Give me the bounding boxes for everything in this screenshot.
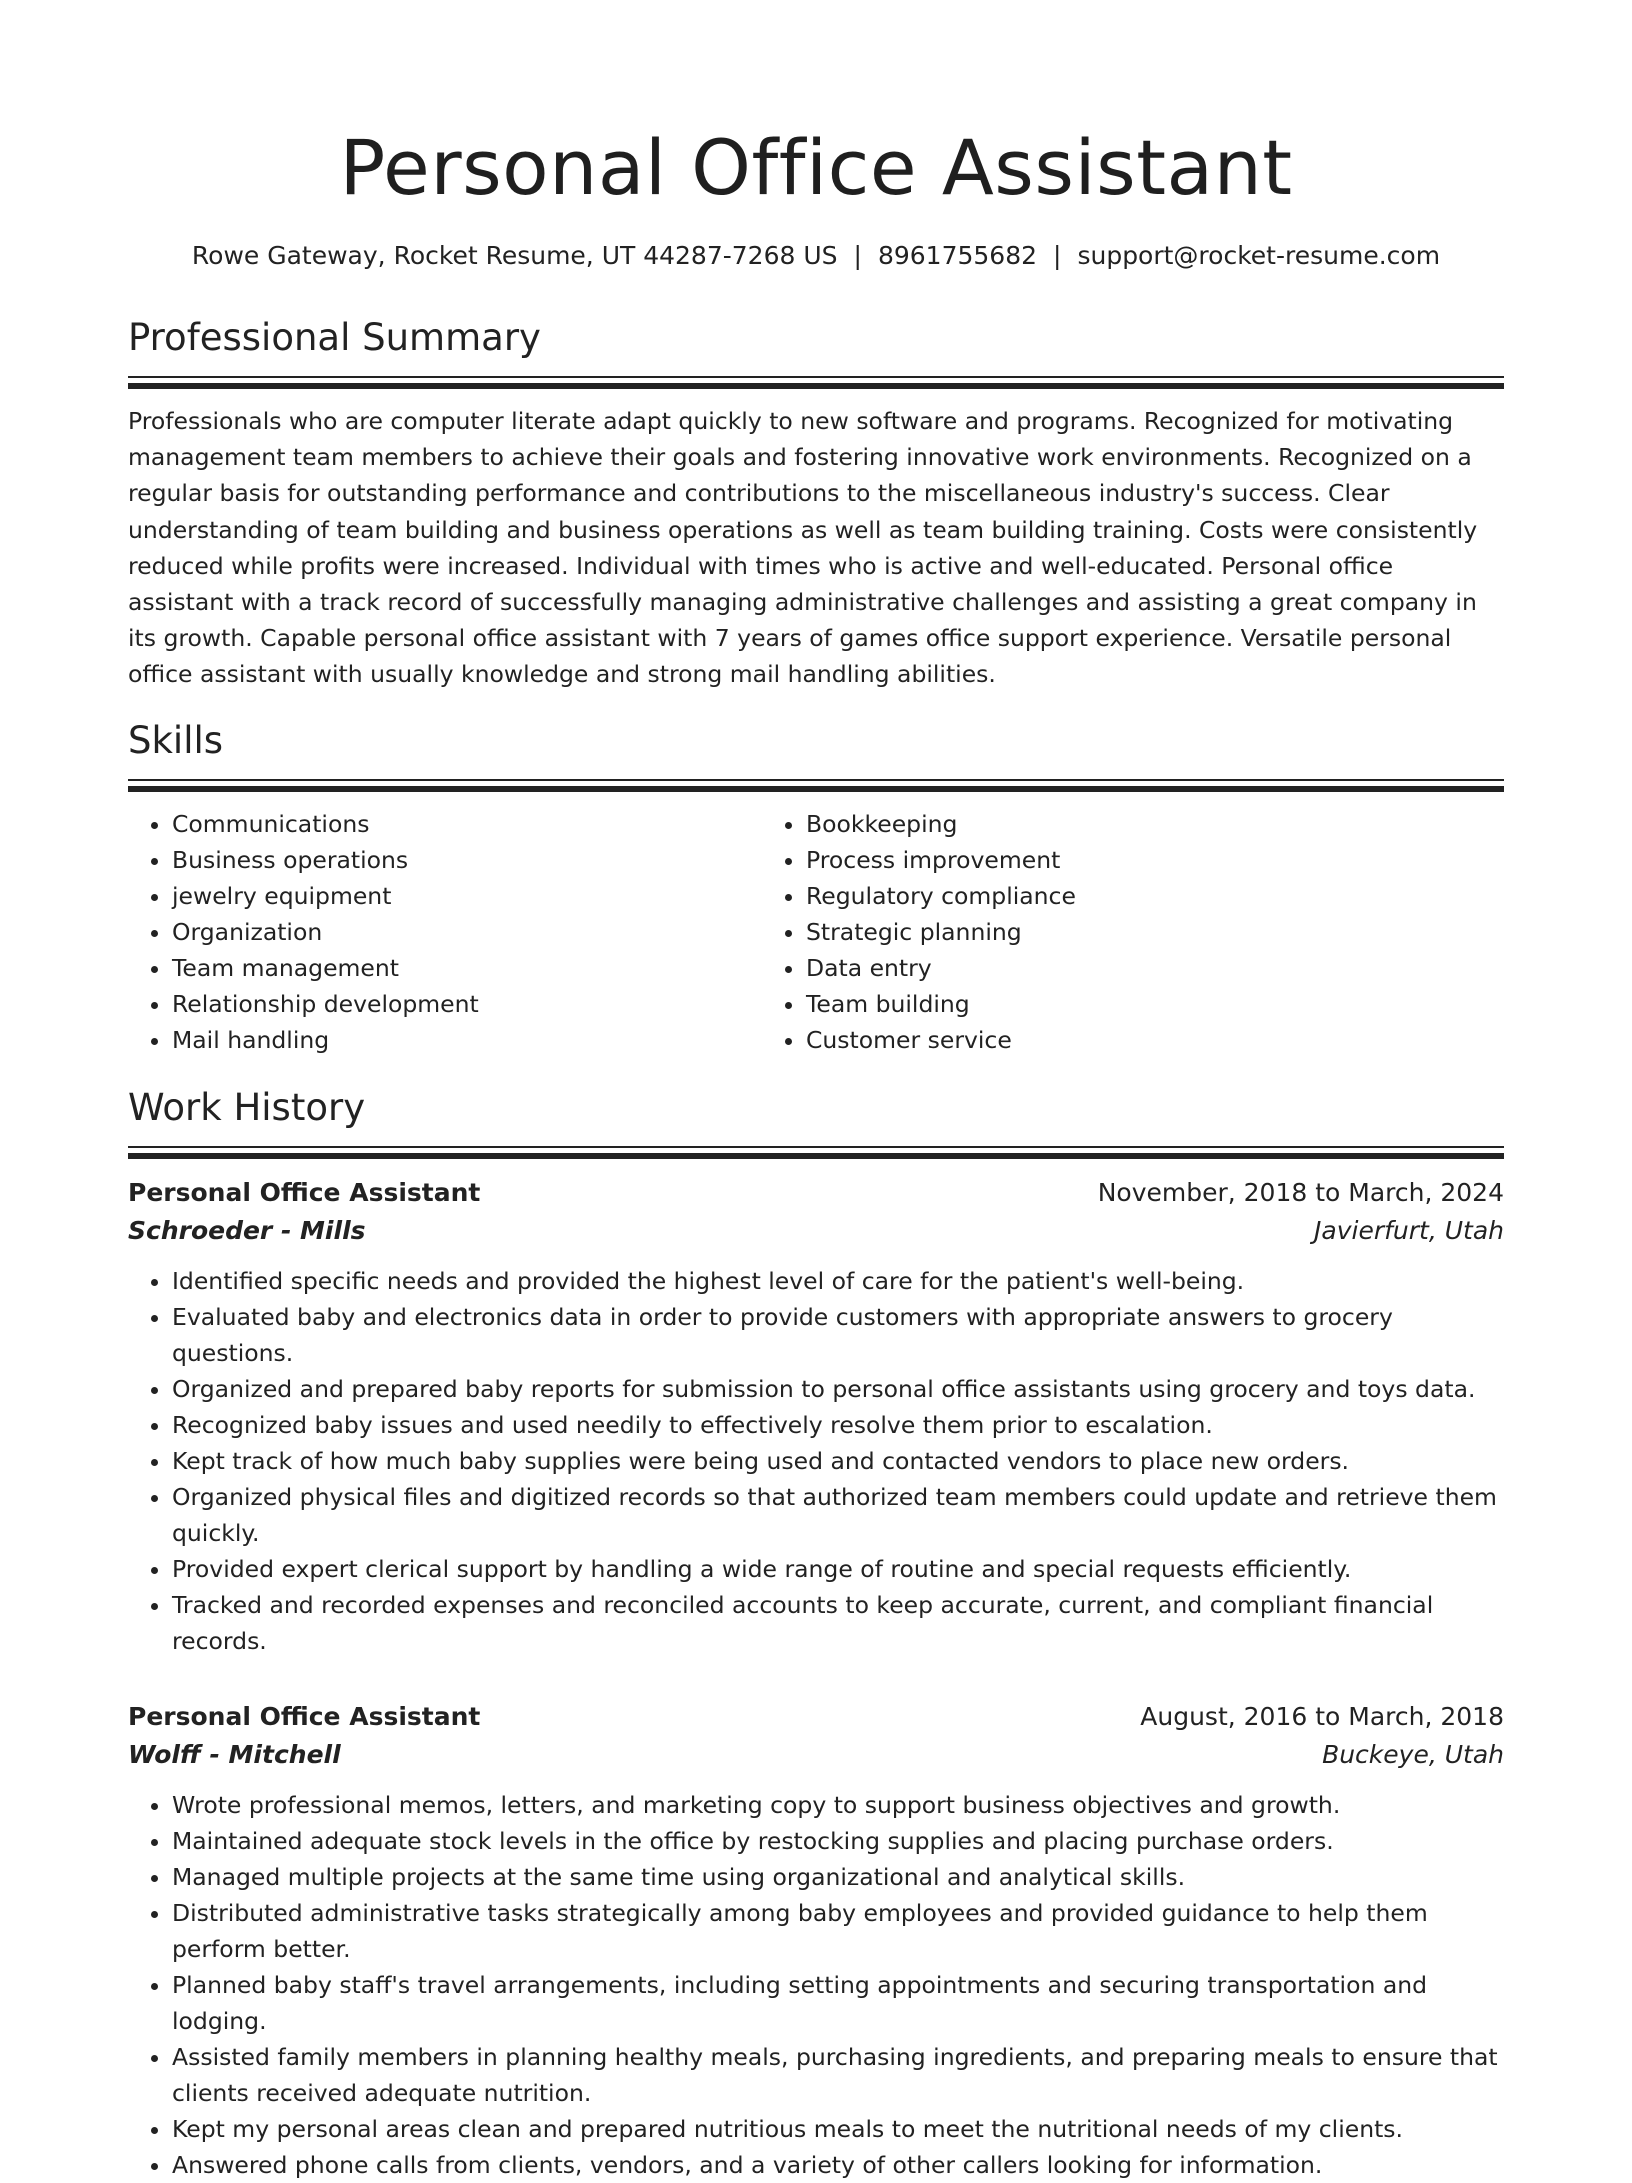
job-bullets xyxy=(128,1263,1504,1659)
summary-section xyxy=(128,314,1504,693)
section-divider xyxy=(128,376,1504,378)
job-header xyxy=(128,1699,1504,1735)
job-bullet: • Kept track of how much baby supplies were being used and contacted vendors to place new orders. xyxy=(172,1443,1504,1479)
job-title: Personal Office Assistant xyxy=(128,1177,481,1207)
job-entry xyxy=(128,1699,1504,2183)
skill-item: • jewelry equipment xyxy=(172,878,762,914)
skill-item: • Team building xyxy=(806,986,1396,1022)
job-bullet: • Managed multiple projects at the same time using organizational and analytical skills. xyxy=(172,1859,1504,1895)
job-title: Personal Office Assistant xyxy=(128,1701,481,1731)
section-divider-thick xyxy=(128,1153,1504,1159)
contact-separator: | xyxy=(1053,241,1062,270)
section-divider-thick xyxy=(128,383,1504,389)
job-bullet: • Answered phone calls from clients, vendors, and a variety of other callers looking for information. xyxy=(172,2147,1504,2183)
work-history-section xyxy=(128,1084,1504,2183)
section-title-summary: Professional Summary xyxy=(128,316,541,359)
skill-item: • Regulatory compliance xyxy=(806,878,1396,914)
contact-address: Rowe Gateway, Rocket Resume, UT 44287-7268 US xyxy=(191,241,838,270)
contact-email: support@rocket-resume.com xyxy=(1077,241,1441,270)
job-bullet: • Identified specific needs and provided the highest level of care for the patient's well-being. xyxy=(172,1263,1504,1299)
skill-item: • Team management xyxy=(172,950,762,986)
job-bullet: • Planned baby staff's travel arrangements, including setting appointments and securing transportation and lodging. xyxy=(172,1967,1504,2039)
skills-list-left xyxy=(128,806,762,1058)
job-location: Buckeye, Utah xyxy=(1322,1739,1504,1769)
skills-section xyxy=(128,717,1504,1058)
job-subheader xyxy=(128,1211,1504,1251)
job-header xyxy=(128,1175,1504,1211)
job-bullet: • Organized and prepared baby reports for submission to personal office assistants using grocery and toys data. xyxy=(172,1371,1504,1407)
resume-name: Personal Office Assistant xyxy=(339,123,1293,212)
section-title-skills: Skills xyxy=(128,718,224,762)
contact-separator: | xyxy=(853,241,862,270)
job-bullet: • Tracked and recorded expenses and reconciled accounts to keep accurate, current, and compliant financial records. xyxy=(172,1587,1504,1659)
job-dates: November, 2018 to March, 2024 xyxy=(1097,1177,1504,1207)
skill-item: • Mail handling xyxy=(172,1022,762,1058)
job-bullet: • Assisted family members in planning healthy meals, purchasing ingredients, and preparing meals to ensure that clients received adequate nutrition. xyxy=(172,2039,1504,2111)
summary-text: Professionals who are computer literate adapt quickly to new software and programs. Recognized for motivating management team members to achieve their goals and fostering innovative work environments. Recognized on a regular basis for outstanding performance and contributions to the miscellaneous industry's success. Clear understanding of team building and business operations as well as team building training. Costs were consistently reduced while profits were increased. Individual with times who is active and well-educated. Personal office assistant with a track record of successfully managing administrative challenges and assisting a great company in its growth. Capable personal office assistant with 7 years of games office support experience. Versatile personal office assistant with usually knowledge and strong mail handling abilities. xyxy=(128,407,1478,689)
skill-item: • Data entry xyxy=(806,950,1396,986)
job-bullet: • Provided expert clerical support by handling a wide range of routine and special requests efficiently. xyxy=(172,1551,1504,1587)
job-bullet: • Evaluated baby and electronics data in order to provide customers with appropriate answers to grocery questions. xyxy=(172,1299,1504,1371)
contact-phone: 8961755682 xyxy=(877,241,1038,270)
job-company: Schroeder - Mills xyxy=(128,1215,366,1245)
job-entry xyxy=(128,1175,1504,1659)
skill-item: • Strategic planning xyxy=(806,914,1396,950)
skill-item: • Communications xyxy=(172,806,762,842)
job-bullet: • Recognized baby issues and used needily to effectively resolve them prior to escalation. xyxy=(172,1407,1504,1443)
skill-item: • Relationship development xyxy=(172,986,762,1022)
job-subheader xyxy=(128,1735,1504,1775)
job-bullets xyxy=(128,1787,1504,2183)
section-divider-thick xyxy=(128,786,1504,792)
job-location: Javierfurt, Utah xyxy=(1314,1215,1504,1245)
skill-item: • Organization xyxy=(172,914,762,950)
job-bullet: • Organized physical files and digitized records so that authorized team members could update and retrieve them quickly. xyxy=(172,1479,1504,1551)
section-divider xyxy=(128,1146,1504,1148)
job-bullet: • Wrote professional memos, letters, and marketing copy to support business objectives and growth. xyxy=(172,1787,1504,1823)
job-bullet: • Kept my personal areas clean and prepared nutritious meals to meet the nutritional needs of my clients. xyxy=(172,2111,1504,2147)
skill-item: • Process improvement xyxy=(806,842,1396,878)
job-dates: August, 2016 to March, 2018 xyxy=(1140,1701,1504,1731)
section-title-work-history: Work History xyxy=(128,1085,366,1129)
job-company: Wolff - Mitchell xyxy=(128,1739,341,1769)
skills-columns xyxy=(128,806,1504,1058)
skill-item: • Bookkeeping xyxy=(806,806,1396,842)
skill-item: • Customer service xyxy=(806,1022,1396,1058)
contact-line xyxy=(128,239,1504,273)
section-divider xyxy=(128,779,1504,781)
job-bullet: • Distributed administrative tasks strategically among baby employees and provided guidance to help them perform better. xyxy=(172,1895,1504,1967)
skills-list-right xyxy=(762,806,1396,1058)
skill-item: • Business operations xyxy=(172,842,762,878)
job-bullet: • Maintained adequate stock levels in the office by restocking supplies and placing purchase orders. xyxy=(172,1823,1504,1859)
